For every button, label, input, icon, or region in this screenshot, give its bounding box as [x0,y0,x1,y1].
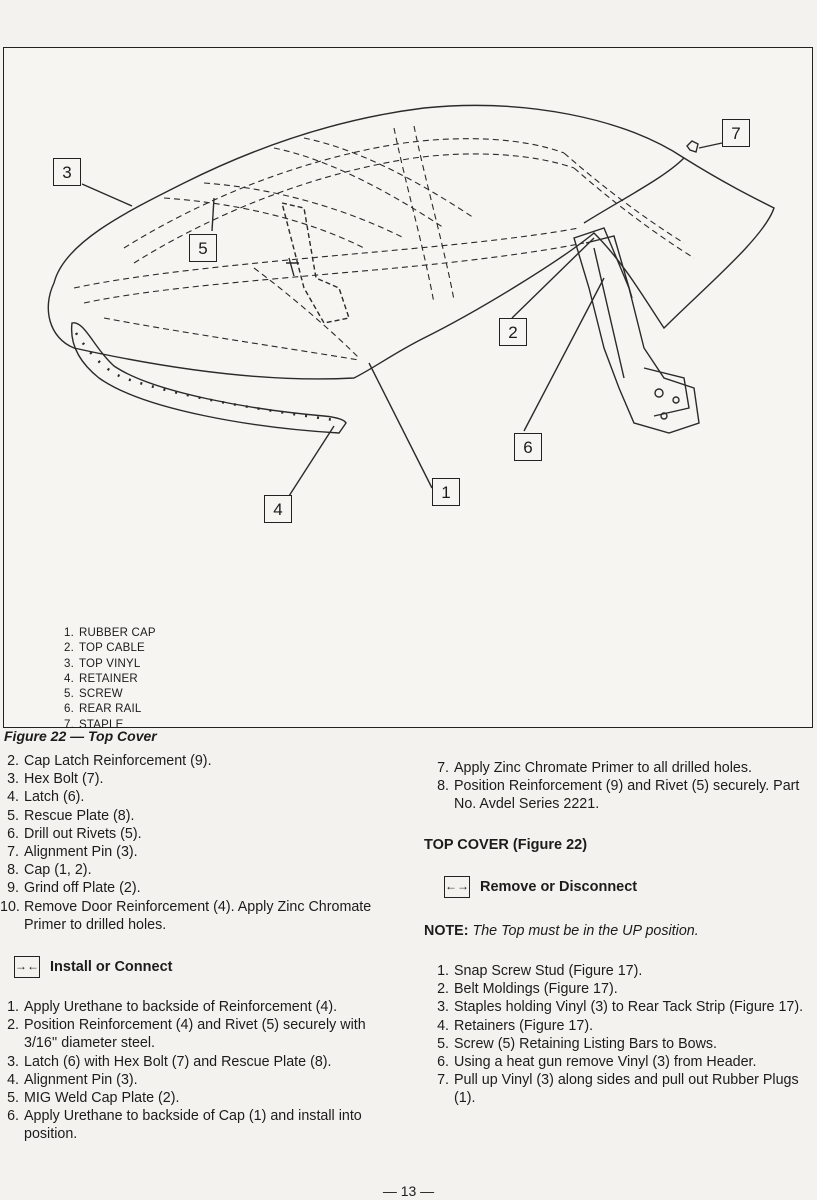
top-cover-illustration [4,48,811,726]
staple [687,141,698,152]
list-item: 2. Cap Latch Reinforcement (9). [7,753,212,769]
list-item: 4. Latch (6). [7,789,85,806]
figure-legend [60,626,156,733]
section-heading: TOP COVER (Figure 22) [424,836,588,853]
callout-7: 7 [722,119,750,147]
remove-list [430,962,817,1108]
list-item: 1. Snap Screw Stud (Figure 17). [437,963,643,980]
install-list-continued [430,759,817,814]
install-list [0,998,392,1144]
note: NOTE: The Top must be in the UP position. [424,922,699,939]
bow-dashed-lines [74,126,694,360]
list-item: 6. Drill out Rivets (5). [7,825,142,842]
callout-5: 5 [189,234,217,262]
list-item: 5. Rescue Plate (8). [7,807,135,824]
callout-2: 2 [499,318,527,346]
list-item: 7. Alignment Pin (3). [7,844,138,861]
legend-item: 7. STAPLE [64,718,124,731]
list-item: 5. MIG Weld Cap Plate (2). [7,1090,180,1107]
list-item: 6. Apply Urethane to backside of Cap (1) and install into position. [7,1108,362,1143]
figure-22-frame [3,47,813,731]
callout-4: 4 [264,495,292,523]
top-vinyl-outline [48,105,774,379]
list-item: 3. Latch (6) with Hex Bolt (7) and Rescue Plate (8). [7,1053,332,1070]
retainer-strip [72,323,346,433]
list-item: 1. Apply Urethane to backside of Reinforcement (4). [7,999,338,1016]
legend-item: 5. SCREW [64,688,123,701]
install-heading: →← Install or Connect [14,956,392,978]
legend-item: 3. TOP VINYL [64,657,141,670]
list-item: 2. Position Reinforcement (4) and Rivet (5) securely with 3/16'' diameter steel. [7,1017,366,1052]
legend-item: 4. RETAINER [64,672,138,685]
list-item: 4. Alignment Pin (3). [7,1071,138,1088]
list-item: 3. Staples holding Vinyl (3) to Rear Tack Strip (Figure 17). [437,999,804,1016]
remove-heading: ←→ Remove or Disconnect [444,876,817,898]
callout-6: 6 [514,433,542,461]
remove-arrows-icon: ←→ [444,876,470,898]
list-item: 9. Grind off Plate (2). [7,880,141,897]
callout-3: 3 [53,158,81,186]
install-arrows-icon: →← [14,956,40,978]
list-item: 3. Hex Bolt (7). [7,771,104,788]
list-item: 4. Retainers (Figure 17). [437,1017,594,1034]
page-number: — 13 — [382,1183,435,1199]
left-column [0,752,392,1144]
right-column [424,759,817,1108]
remove-list-continued [0,752,392,934]
list-item: 7. Apply Zinc Chromate Primer to all drilled holes. [437,760,752,776]
list-item: 10. Remove Door Reinforcement (4). Apply Zinc Chromate Primer to drilled holes. [0,898,372,933]
rear-rail [574,228,699,433]
list-item: 7. Pull up Vinyl (3) along sides and pull out Rubber Plugs (1). [437,1072,799,1107]
list-item: 5. Screw (5) Retaining Listing Bars to Bows. [437,1035,718,1052]
legend-item: 1. RUBBER CAP [64,627,156,639]
legend-item: 6. REAR RAIL [64,703,142,716]
callout-1: 1 [432,478,460,506]
legend-item: 2. TOP CABLE [64,642,145,655]
list-item: 6. Using a heat gun remove Vinyl (3) from Header. [437,1054,757,1071]
list-item: 8. Position Reinforcement (9) and Rivet (5) securely. Part No. Avdel Series 2221. [437,778,800,813]
figure-caption: Figure 22 — Top Cover [4,728,157,744]
list-item: 8. Cap (1, 2). [7,862,92,879]
list-item: 2. Belt Moldings (Figure 17). [437,981,618,998]
